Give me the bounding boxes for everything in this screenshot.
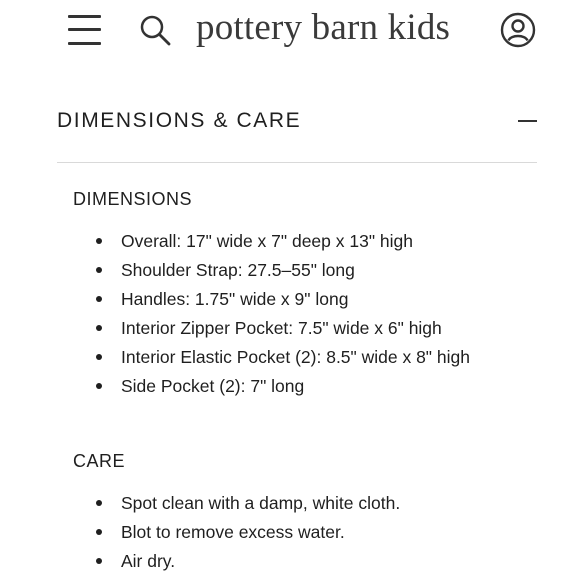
list-item: Spot clean with a damp, white cloth. — [95, 490, 515, 516]
collapse-minus-icon[interactable] — [510, 110, 538, 132]
section-divider — [57, 162, 537, 163]
site-header — [0, 0, 580, 64]
list-item: Interior Elastic Pocket (2): 8.5" wide x 8" high — [95, 344, 515, 370]
list-item: Interior Zipper Pocket: 7.5" wide x 6" high — [95, 315, 515, 341]
list-item: Shoulder Strap: 27.5–55" long — [95, 257, 515, 283]
dimensions-list — [95, 228, 515, 402]
list-item: Overall: 17" wide x 7" deep x 13" high — [95, 228, 515, 254]
list-item: Air dry. — [95, 548, 515, 574]
brand-logo[interactable]: pottery barn kids — [196, 7, 451, 48]
list-item: Blot to remove excess water. — [95, 519, 515, 545]
care-list — [95, 490, 515, 577]
hamburger-menu-icon[interactable] — [66, 13, 102, 47]
dimensions-heading: DIMENSIONS — [73, 189, 193, 209]
account-icon[interactable] — [500, 12, 536, 48]
search-icon[interactable] — [138, 13, 172, 47]
list-item: Handles: 1.75" wide x 9" long — [95, 286, 515, 312]
section-title[interactable]: DIMENSIONS & CARE — [57, 109, 302, 132]
care-heading: CARE — [73, 451, 126, 471]
list-item: Side Pocket (2): 7" long — [95, 373, 515, 399]
